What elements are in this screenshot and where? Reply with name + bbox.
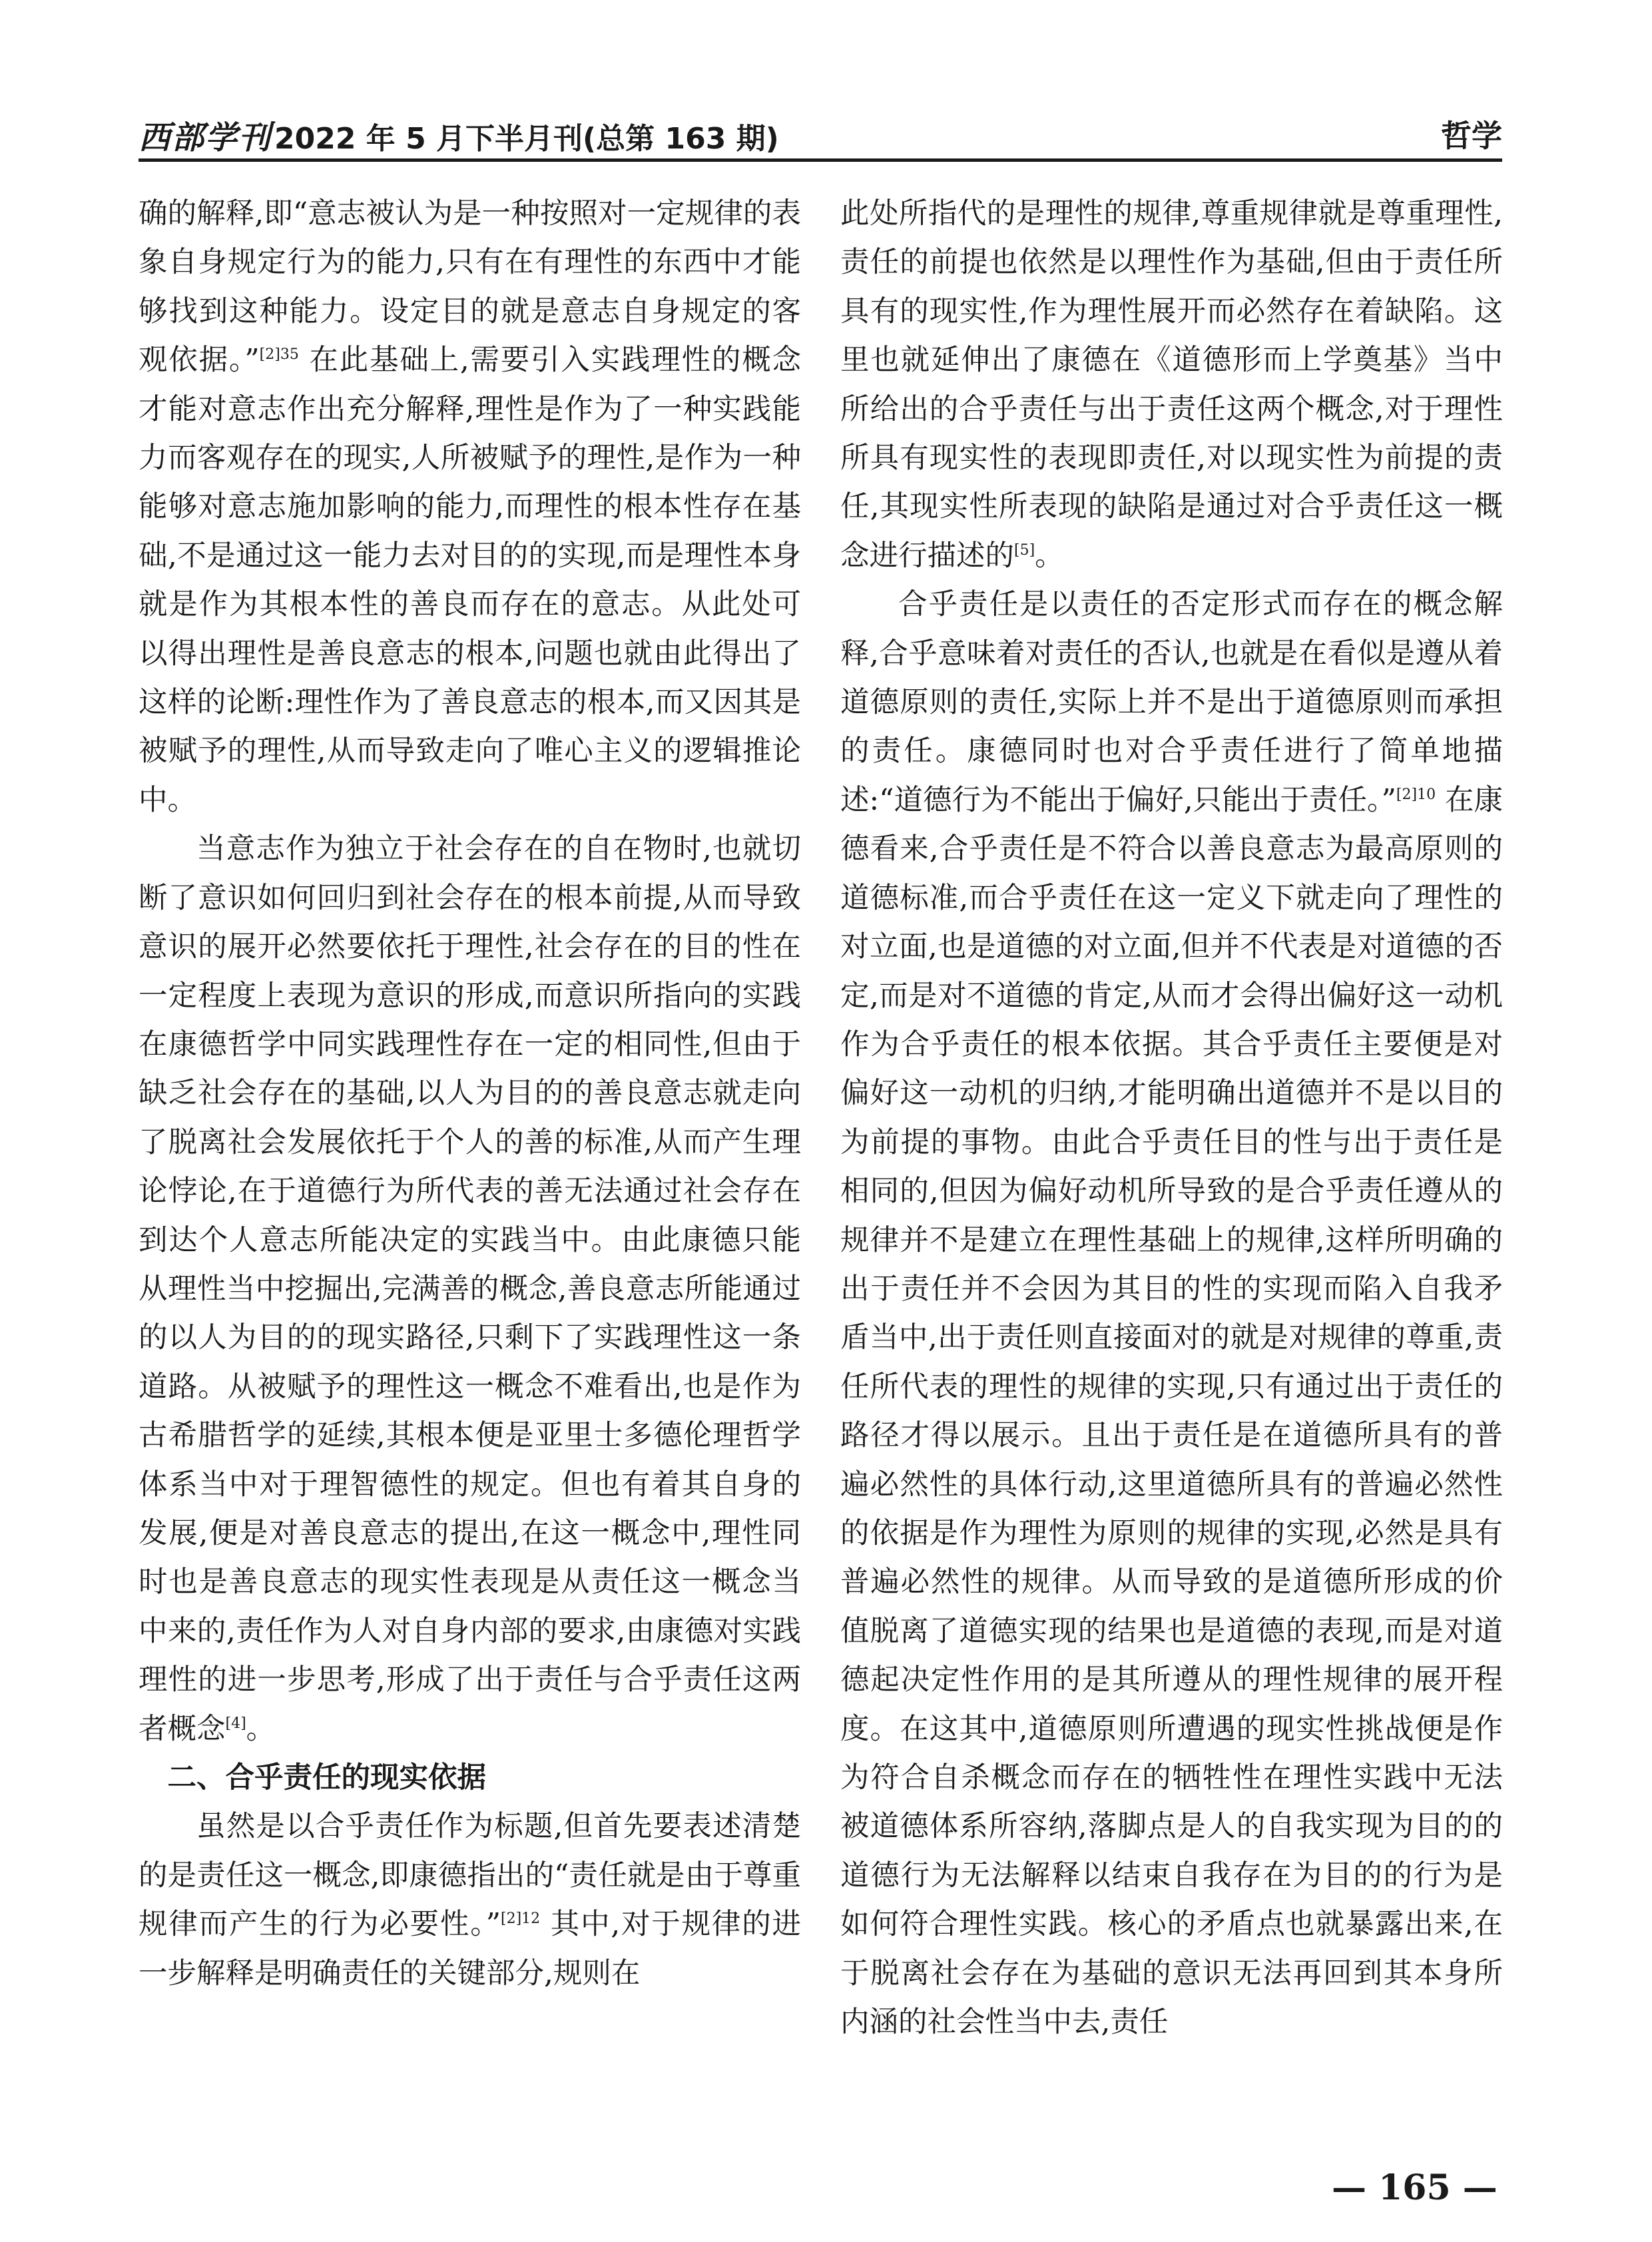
running-header [138, 112, 1502, 160]
text: 其中,对于规律的进一步解释是明确责任的关键部分,规则在 [138, 1908, 801, 1990]
issue-info: 2022 年 5 月下半月刊(总第 163 期) [274, 122, 779, 156]
header-rule [138, 158, 1502, 162]
right-column [840, 190, 1503, 2047]
text: 。 [1035, 539, 1064, 573]
text: 当意志作为独立于社会存在的自在物时,也就切断了意识如何回归到社会存在的根本前提,从而导致意识的展开必然要依托于理性,社会存在的目的性在一定程度上表现为意识的形成,而意识所指向的实践在康德哲学中同实践理性存在一定的相同性,但由于缺乏社会存在的基础,以人为目的的善良意志就走向了脱离社会发展依托于个人的善的标准,从而产生理论悖论,在于道德行为所代表的善无法通过社会存在到达个人意志所能决定的实践当中。由此康德只能从理性当中挖掘出,完满善的概念,善良意志所能通过的以人为目的的现实路径,只剩下了实践理性这一条道路。从被赋予的理性这一概念不难看出,也是作为古希腊哲学的延续,其根本便是亚里士多德伦理哲学体系当中对于理智德性的规定。但也有着其自身的发展,便是对善良意志的提出,在这一概念中,理性同时也是善良意志的现实性表现是从责任这一概念当中来的,责任作为人对自身内部的要求,由康德对实践理性的进一步思考,形成了出于责任与合乎责任这两者概念 [138, 832, 801, 1746]
paragraph [840, 581, 1503, 2047]
text: 合乎责任是以责任的否定形式而存在的概念解释,合乎意味着对责任的否认,也就是在看似是遵从着道德原则的责任,实际上并不是出于道德原则而承担的责任。康德同时也对合乎责任进行了简单地描述:“道德行为不能出于偏好,只能出于责任。” [840, 588, 1503, 817]
journal-logo: 西部学刊 [138, 119, 272, 156]
paragraph [840, 190, 1503, 581]
text: 在此基础上,需要引入实践理性的概念才能对意志作出充分解释,理性是作为了一种实践能力而客观存在的现实,人所被赋予的理性,是作为一种能够对意志施加影响的能力,而理性的根本性存在基础,不是通过这一能力去对目的的实现,而是理性本身就是作为其根本性的善良而存在的意志。从此处可以得出理性是善良意志的根本,问题也就由此得出了这样的论断:理性作为了善良意志的根本,而又因其是被赋予的理性,从而导致走向了唯心主义的逻辑推论中。 [138, 344, 801, 817]
text: 确的解释,即“意志被认为是一种按照对一定规律的表象自身规定行为的能力,只有在有理性的东西中才能够找到这种能力。设定目的就是意志自身规定的客观依据。” [138, 197, 801, 378]
journal-info [138, 112, 779, 158]
citation: [2]35 [259, 346, 299, 364]
citation: [5] [1014, 541, 1035, 559]
paragraph [138, 190, 801, 825]
left-column [138, 190, 801, 1998]
text: 在康德看来,合乎责任是不符合以善良意志为最高原则的道德标准,而合乎责任在这一定义下就走向了理性的对立面,也是道德的对立面,但并不代表是对道德的否定,而是对不道德的肯定,从而才会得出偏好这一动机作为合乎责任的根本依据。其合乎责任主要便是对偏好这一动机的归纳,才能明确出道德并不是以目的为前提的事物。由此合乎责任目的性与出于责任是相同的,但因为偏好动机所导致的是合乎责任遵从的规律并不是建立在理性基础上的规律,这样所明确的出于责任并不会因为其目的性的实现而陷入自我矛盾当中,出于责任则直接面对的就是对规律的尊重,责任所代表的理性的规律的实现,只有通过出于责任的路径才得以展示。且出于责任是在道德所具有的普遍必然性的具体行动,这里道德所具有的普遍必然性的依据是作为理性为原则的规律的实现,必然是具有普遍必然性的规律。从而导致的是道德所形成的价值脱离了道德实现的结果也是道德的表现,而是对道德起决定性作用的是其所遵从的理性规律的展开程度。在这其中,道德原则所遭遇的现实性挑战便是作为符合自杀概念而存在的牺牲性在理性实践中无法被道德体系所容纳,落脚点是人的自我实现为目的的道德行为无法解释以结束自我存在为目的的行为是如何符合理性实践。核心的矛盾点也就暴露出来,在于脱离社会存在为基础的意识无法再回到其本身所内涵的社会性当中去,责任 [840, 783, 1503, 2040]
section-label: 哲学 [1441, 118, 1502, 154]
page-number: — 165 — [1332, 2167, 1498, 2208]
citation: [2]12 [501, 1910, 541, 1928]
text: 此处所指代的是理性的规律,尊重规律就是尊重理性,责任的前提也依然是以理性作为基础,但由于责任所具有的现实性,作为理性展开而必然存在着缺陷。这里也就延伸出了康德在《道德形而上学奠基》当中所给出的合乎责任与出于责任这两个概念,对于理性所具有现实性的表现即责任,对以现实性为前提的责任,其现实性所表现的缺陷是通过对合乎责任这一概念进行描述的 [840, 197, 1503, 573]
text: 虽然是以合乎责任作为标题,但首先要表述清楚的是责任这一概念,即康德指出的“责任就是由于尊重规律而产生的行为必要性。” [138, 1810, 801, 1942]
paragraph [138, 825, 801, 1754]
section-heading: 二、合乎责任的现实依据 [167, 1761, 486, 1795]
paragraph [138, 1803, 801, 1998]
citation: [4] [225, 1715, 246, 1732]
citation: [2]10 [1396, 786, 1436, 803]
text: 。 [246, 1712, 276, 1746]
